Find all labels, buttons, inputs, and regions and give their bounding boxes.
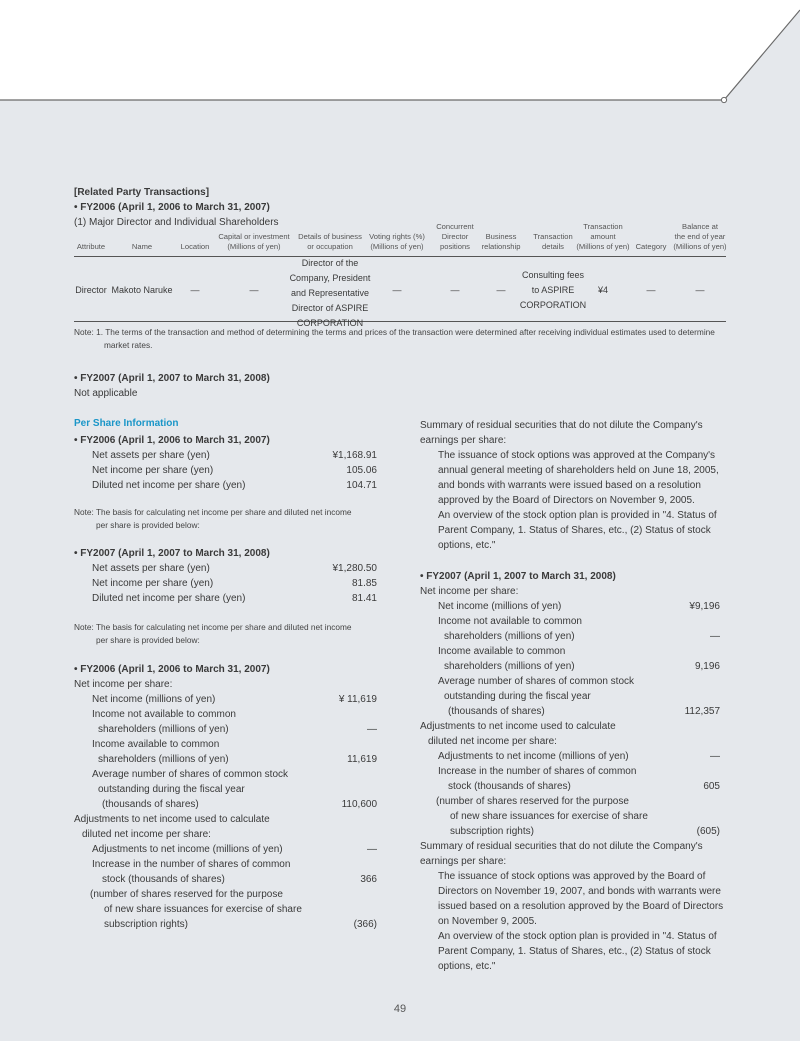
detail-line: (number of shares reserved for the purpose — [90, 889, 283, 900]
detail-line: The issuance of stock options was approved at the Company's — [438, 450, 716, 461]
detail-line: Income available to common — [92, 739, 220, 750]
row-label: Diluted net income per share (yen) — [92, 593, 246, 604]
detail-line: Adjustments to net income (millions of yen) — [438, 751, 629, 762]
detail-line: (thousands of shares) — [448, 706, 545, 717]
detail-line: Parent Company, 1. Status of Shares, etc., (2) Status of stock — [438, 946, 711, 957]
detail-value: ¥9,196 — [689, 601, 720, 612]
table-header-cell: Details of business — [298, 232, 362, 241]
detail-line: Adjustments to net income (millions of yen) — [92, 844, 283, 855]
detail-line: Net income (millions of yen) — [438, 601, 562, 612]
row-value: 104.71 — [346, 480, 377, 491]
detail-value: (366) — [353, 919, 377, 930]
detail-line: Average number of shares of common stock — [438, 676, 635, 687]
detail-line: stock (thousands of shares) — [102, 874, 225, 885]
table-header-cell: amount — [590, 232, 616, 241]
detail-line: Increase in the number of shares of common — [92, 859, 291, 870]
note-line-2: market rates. — [104, 340, 153, 350]
fy2007-text: Not applicable — [74, 388, 138, 399]
table-header-cell: Director — [441, 232, 469, 241]
table-cell-category: — — [646, 285, 656, 295]
detail-value: 110,600 — [341, 799, 377, 810]
detail-line: Directors on November 19, 2007, and bonds with warrants were — [438, 886, 721, 897]
row-label: Net assets per share (yen) — [92, 450, 210, 461]
per-share-title: Per Share Information — [74, 418, 179, 429]
a-note-2: per share is provided below: — [96, 520, 200, 530]
detail-line: diluted net income per share: — [428, 736, 557, 747]
b-heading: • FY2007 (April 1, 2007 to March 31, 2008) — [74, 548, 270, 559]
table-cell-concurrent: — — [450, 285, 460, 295]
table-header-cell: the end of year — [674, 232, 726, 241]
detail-line: diluted net income per share: — [82, 829, 211, 840]
detail-line: annual general meeting of shareholders held on June 18, 2005, — [438, 465, 719, 476]
table-cell-capital: — — [249, 285, 259, 295]
detail-line: subscription rights) — [450, 826, 534, 837]
detail-line: approved by the Board of Directors on November 9, 2005. — [438, 495, 695, 506]
fy2007-heading: • FY2007 (April 1, 2007 to March 31, 2008) — [74, 373, 270, 384]
detail-line: subscription rights) — [104, 919, 188, 930]
a-note-1: Note: The basis for calculating net income per share and diluted net income — [74, 507, 352, 517]
table-cell-details: to ASPIRE — [531, 285, 575, 295]
detail-line: Income available to common — [438, 646, 566, 657]
sub-heading: (1) Major Director and Individual Shareholders — [74, 217, 279, 228]
row-label: Net income per share (yen) — [92, 465, 214, 476]
detail-value: — — [367, 844, 377, 855]
table-cell-business: Company, President — [289, 273, 371, 283]
table-header-cell: (Millions of yen) — [576, 242, 630, 251]
row-value: ¥1,168.91 — [332, 450, 377, 461]
detail-line: An overview of the stock option plan is provided in "4. Status of — [438, 931, 717, 942]
table-header-cell: Name — [131, 242, 153, 251]
detail-line: An overview of the stock option plan is provided in "4. Status of — [438, 510, 717, 521]
note-line-1: Note: 1. The terms of the transaction and method of determining the terms and prices of the transaction were determined after receiving individual estimates used to determine — [74, 327, 715, 337]
detail-line: Average number of shares of common stock — [92, 769, 289, 780]
table-cell-location: — — [190, 285, 200, 295]
detail-line: Adjustments to net income used to calculate — [420, 721, 616, 732]
table-header-cell: Business — [485, 232, 517, 241]
table-rule-top — [74, 256, 726, 257]
detail-line: stock (thousands of shares) — [448, 781, 571, 792]
table-header-cell: or occupation — [307, 242, 353, 251]
detail-line: options, etc." — [438, 961, 496, 972]
detail-line: outstanding during the fiscal year — [98, 784, 245, 795]
table-cell-business: Director of the — [301, 258, 359, 268]
table-cell-business: CORPORATION — [296, 318, 364, 328]
detail-value: 9,196 — [694, 661, 720, 672]
detail-line: issued based on a resolution approved by the Board of Directors — [438, 901, 724, 912]
table-header-cell: relationship — [481, 242, 521, 251]
detail-line: (number of shares reserved for the purpose — [436, 796, 629, 807]
table-header-cell: (Millions of yen) — [370, 242, 424, 251]
table-cell-business: Director of ASPIRE — [291, 303, 369, 313]
detail-line: (thousands of shares) — [102, 799, 199, 810]
table-header-cell: details — [542, 242, 564, 251]
detail-line: Parent Company, 1. Status of Shares, etc., (2) Status of stock — [438, 525, 711, 536]
table-rule-bottom — [74, 321, 726, 322]
table-header-cell: Category — [635, 242, 667, 251]
c-heading: • FY2006 (April 1, 2006 to March 31, 2007) — [74, 664, 270, 675]
b-note-1: Note: The basis for calculating net income per share and diluted net income — [74, 622, 352, 632]
table-header-cell: Capital or investment — [218, 232, 290, 241]
detail-line: shareholders (millions of yen) — [444, 661, 575, 672]
detail-line: Net income (millions of yen) — [92, 694, 216, 705]
detail-line: Summary of residual securities that do not dilute the Company's — [420, 841, 703, 852]
detail-value: 11,619 — [347, 754, 377, 765]
table-cell-details: Consulting fees — [521, 270, 585, 280]
detail-line: of new share issuances for exercise of share — [104, 904, 302, 915]
table-header-cell: Concurrent — [436, 222, 474, 231]
table-cell-details: CORPORATION — [519, 300, 587, 310]
row-value: 81.41 — [351, 593, 377, 604]
detail-value: 112,357 — [684, 706, 720, 717]
detail-line: The issuance of stock options was approved by the Board of — [438, 871, 706, 882]
table-cell-business: and Representative — [290, 288, 370, 298]
detail-line: outstanding during the fiscal year — [444, 691, 591, 702]
table-cell-voting: — — [392, 285, 402, 295]
detail-value: 366 — [360, 874, 377, 885]
table-header-cell: Attribute — [76, 242, 106, 251]
detail-line: earnings per share: — [420, 435, 507, 446]
detail-line: Income not available to common — [92, 709, 236, 720]
fy2006-heading: • FY2006 (April 1, 2006 to March 31, 2007) — [74, 202, 270, 213]
row-label: Net income per share (yen) — [92, 578, 214, 589]
page-number: 49 — [393, 1003, 407, 1015]
detail-value: (605) — [696, 826, 720, 837]
detail-value: 605 — [703, 781, 720, 792]
detail-line: shareholders (millions of yen) — [98, 724, 229, 735]
detail-line: options, etc." — [438, 540, 496, 551]
detail-value: ¥ 11,619 — [338, 694, 377, 705]
detail-line: Income not available to common — [438, 616, 582, 627]
detail-line: Net income per share: — [74, 679, 173, 690]
detail-line: of new share issuances for exercise of share — [450, 811, 648, 822]
table-cell-attribute: Director — [75, 285, 107, 295]
a-heading: • FY2006 (April 1, 2006 to March 31, 2007) — [74, 435, 270, 446]
detail-line: Summary of residual securities that do not dilute the Company's — [420, 420, 703, 431]
table-header-cell: (Millions of yen) — [227, 242, 281, 251]
detail-line: on November 9, 2005. — [438, 916, 537, 927]
detail-line: Net income per share: — [420, 586, 519, 597]
row-value: 105.06 — [346, 465, 377, 476]
table-cell-balance: — — [695, 285, 705, 295]
row-value: ¥1,280.50 — [332, 563, 377, 574]
detail-value: — — [367, 724, 377, 735]
section-title-related: [Related Party Transactions] — [74, 187, 210, 198]
table-header-cell: Location — [180, 242, 210, 251]
table-header-cell: (Millions of yen) — [673, 242, 727, 251]
row-value: 81.85 — [351, 578, 377, 589]
detail-line: Increase in the number of shares of common — [438, 766, 637, 777]
table-cell-amount: ¥4 — [597, 285, 608, 295]
table-header-cell: Balance at — [682, 222, 718, 231]
table-header-cell: Voting rights (%) — [369, 232, 425, 241]
b-note-2: per share is provided below: — [96, 635, 200, 645]
detail-line: earnings per share: — [420, 856, 507, 867]
row-label: Diluted net income per share (yen) — [92, 480, 246, 491]
detail-line: Adjustments to net income used to calculate — [74, 814, 270, 825]
header-band — [0, 0, 800, 110]
table-cell-relationship: — — [496, 285, 506, 295]
table-header-cell: Transaction — [533, 232, 573, 241]
d-heading: • FY2007 (April 1, 2007 to March 31, 2008) — [420, 571, 616, 582]
table-header-cell: Transaction — [583, 222, 623, 231]
table-header-cell: positions — [440, 242, 470, 251]
detail-value: — — [710, 631, 720, 642]
detail-value: — — [710, 751, 720, 762]
table-cell-name: Makoto Naruke — [111, 285, 173, 295]
detail-line: and bonds with warrants were issued based on a resolution — [438, 480, 701, 491]
detail-line: shareholders (millions of yen) — [98, 754, 229, 765]
detail-line: shareholders (millions of yen) — [444, 631, 575, 642]
row-label: Net assets per share (yen) — [92, 563, 210, 574]
